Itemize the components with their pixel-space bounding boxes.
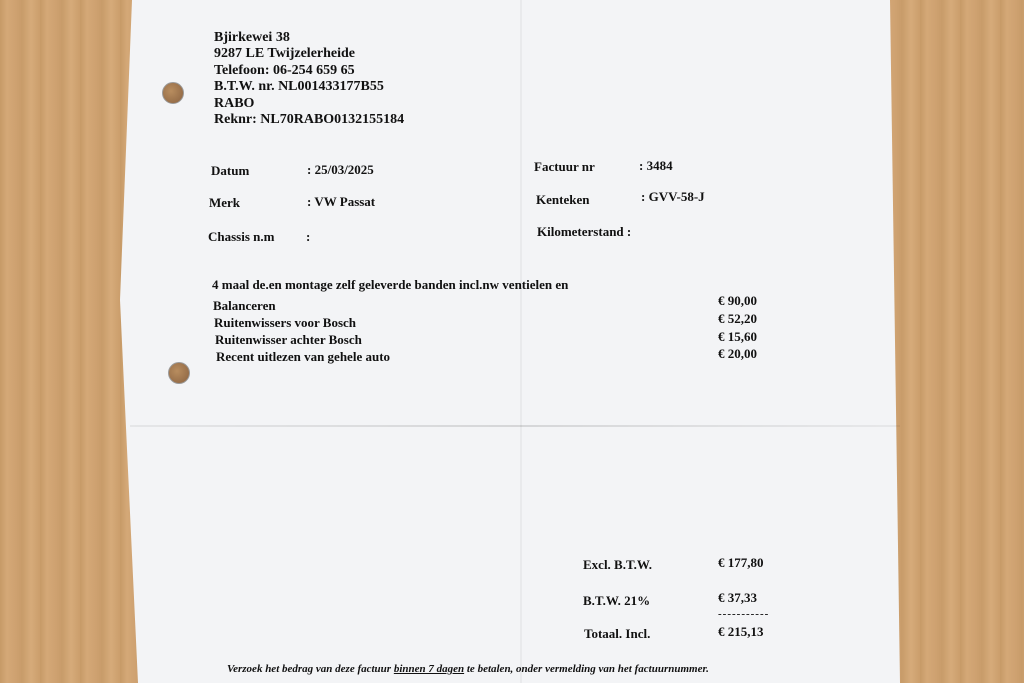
address-phone: Telefoon: 06-254 659 65 [214, 63, 355, 78]
merk-value: : VW Passat [307, 194, 376, 209]
address-street: Bjirkewei 38 [214, 30, 290, 45]
punch-hole-top [162, 82, 184, 104]
item-desc: Balanceren [213, 298, 276, 313]
payment-note [227, 663, 709, 675]
chassis-value: : [306, 229, 311, 244]
datum-label: Datum [211, 163, 250, 178]
item-amount: € 52,20 [718, 311, 757, 326]
totaal-incl-label: Totaal. Incl. [584, 626, 651, 641]
item-amount: € 90,00 [718, 293, 757, 308]
item-amount: € 20,00 [718, 346, 757, 361]
item-desc: Ruitenwissers voor Bosch [214, 315, 357, 330]
datum-value: : 25/03/2025 [307, 162, 374, 177]
totaal-incl-value: € 215,13 [718, 624, 764, 639]
item-desc: Ruitenwisser achter Bosch [215, 332, 362, 347]
total-separator: ----------- [718, 608, 770, 620]
address-vat: B.T.W. nr. NL001433177B55 [214, 79, 384, 94]
payment-note-term: binnen 7 dagen [393, 663, 465, 675]
kenteken-label: Kenteken [536, 192, 590, 207]
merk-label: Merk [209, 195, 241, 210]
paper-fold [130, 425, 900, 427]
factuur-value: : 3484 [639, 158, 673, 173]
payment-note-start: Verzoek het bedrag van deze factuur [227, 663, 394, 675]
item-amount: € 15,60 [718, 329, 757, 344]
kenteken-value: : GVV-58-J [641, 189, 705, 204]
payment-note-end: te betalen, onder vermelding van het factuurnummer. [464, 663, 709, 675]
item-desc: 4 maal de.en montage zelf geleverde banden incl.nw ventielen en [212, 277, 569, 292]
excl-btw-label: Excl. B.T.W. [583, 557, 652, 572]
kilometerstand-label: Kilometerstand : [537, 224, 632, 239]
factuur-label: Factuur nr [534, 159, 595, 174]
address-city: 9287 LE Twijzelerheide [214, 46, 356, 61]
excl-btw-value: € 177,80 [718, 555, 764, 570]
item-desc: Recent uitlezen van gehele auto [216, 349, 391, 364]
btw-label: B.T.W. 21% [583, 593, 651, 608]
paper-fold-vertical [520, 0, 522, 683]
address-account: Reknr: NL70RABO0132155184 [214, 112, 405, 127]
address-bank: RABO [214, 96, 255, 111]
btw-value: € 37,33 [718, 590, 757, 605]
punch-hole-bottom [168, 362, 190, 384]
chassis-label: Chassis n.m [208, 229, 275, 244]
